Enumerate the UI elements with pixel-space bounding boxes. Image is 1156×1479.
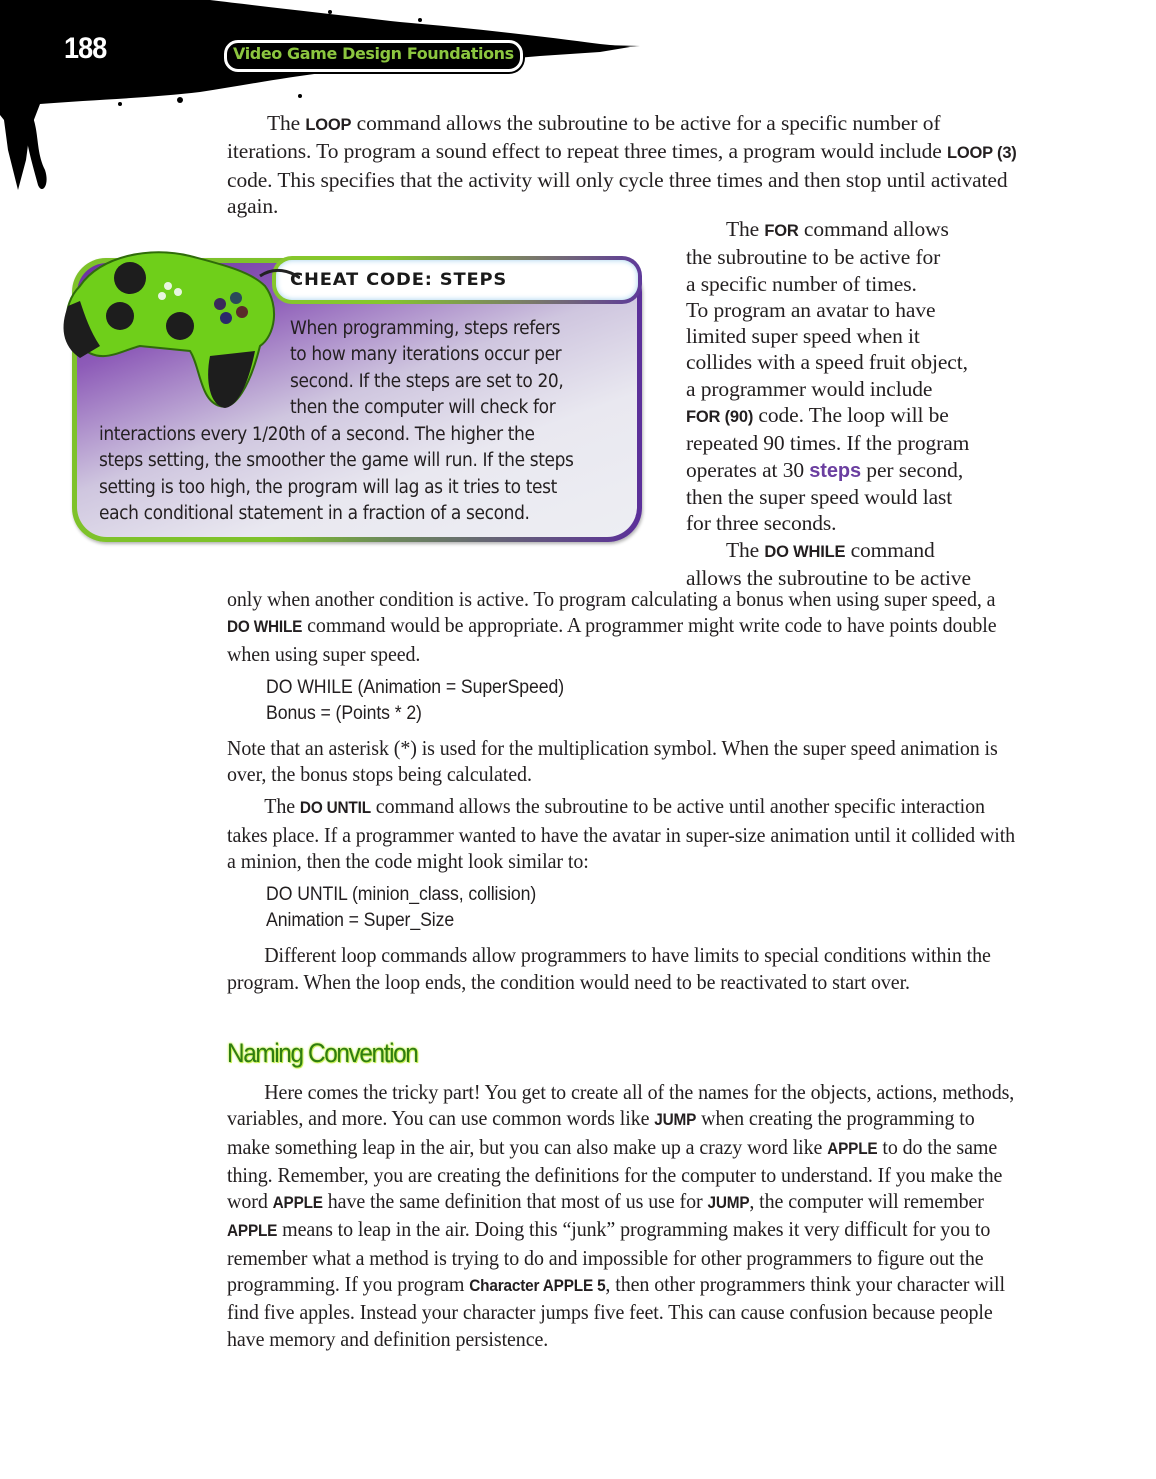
- text: , then other programmers think your character will find five apples. Instead your character jumps five feet. This can cause confusion because people have memory and definition persistence.: [227, 1272, 1005, 1351]
- text: a specific number of times.: [686, 271, 917, 296]
- text: have the same definition that most of us use for: [322, 1189, 708, 1214]
- keyword-for: FOR: [764, 222, 799, 240]
- cheat-code-body-top: [290, 316, 621, 422]
- keyword-do-while: DO WHILE: [764, 542, 846, 561]
- main-text-flow: [227, 586, 1022, 995]
- cheat-line: to how many iterations occur per: [290, 344, 562, 366]
- text: command allows the subroutine to be active until another specific interaction takes place. If a programmer wanted to have the avatar in super-size animation until it collided with a minion, then the code might look similar to:: [227, 794, 1016, 874]
- text: command allows: [803, 217, 949, 241]
- text: repeated 90 times. If the program: [686, 431, 970, 456]
- text: The: [264, 794, 300, 819]
- keyword-do-until: DO UNTIL: [299, 799, 371, 818]
- text: when creating the programming to make something leap in the air, but you can also make up a crazy word like: [227, 1106, 975, 1159]
- cheat-line: When programming, steps refers: [290, 318, 561, 339]
- text: command: [845, 537, 935, 562]
- game-controller-icon: [60, 246, 300, 416]
- text: To program an avatar to have: [686, 297, 936, 322]
- glossary-term-steps[interactable]: steps: [809, 459, 862, 482]
- text: The: [726, 217, 765, 241]
- text: command allows the subroutine to be active for a specific number of iterations. To program a sound effect to repeat three times, a program would include: [227, 111, 947, 164]
- text: per second,: [861, 457, 964, 482]
- do-until-paragraph: [227, 793, 1022, 874]
- text: command would be appropriate. A programmer might write code to have points double when using super speed.: [227, 613, 997, 666]
- cheat-line: steps setting, the smoother the game will run. If the steps: [99, 450, 574, 472]
- code-line: Animation = Super_Size: [266, 910, 455, 932]
- keyword-character-apple-5: Character APPLE 5: [469, 1277, 606, 1296]
- text: a programmer would include: [686, 376, 933, 401]
- text: Here comes the tricky part! You get to create all of the names for the objects, actions, methods, variables, and more. You can use common words like: [227, 1080, 1015, 1131]
- cheat-line: second. If the steps are set to 20,: [290, 370, 564, 392]
- code-block-do-until: [227, 882, 1022, 934]
- keyword-for-90: FOR (90): [686, 408, 754, 427]
- do-while-continuation: [227, 586, 1022, 667]
- code-line: DO WHILE (Animation = SuperSpeed): [266, 676, 565, 698]
- cheat-code-body-bottom: [99, 422, 633, 528]
- keyword-do-while: DO WHILE: [227, 618, 303, 637]
- text: limited super speed when it: [686, 324, 920, 349]
- text: means to leap in the air. Doing this “junk” programming makes it very difficult for you to remember what a method is trying to do and impossible for other programmers to figure out the programming. If you program: [227, 1217, 991, 1297]
- cheat-line: then the computer will check for: [290, 397, 556, 419]
- text: , the computer will remember: [749, 1189, 984, 1214]
- text: The: [726, 537, 765, 562]
- text: The: [267, 111, 306, 135]
- cheat-code-title: CHEAT CODE: STEPS: [290, 270, 508, 290]
- keyword-apple: APPLE: [227, 1222, 278, 1241]
- text: for three seconds.: [686, 511, 837, 536]
- text: operates at 30: [686, 457, 810, 482]
- text: allows the subroutine to be active: [686, 565, 971, 590]
- keyword-jump: JUMP: [707, 1194, 750, 1213]
- cheat-line: setting is too high, the program will lag as it tries to test: [99, 476, 557, 498]
- keyword-apple: APPLE: [272, 1194, 323, 1213]
- section-heading-naming-convention: Naming Convention: [227, 1038, 418, 1068]
- asterisk-note: Note that an asterisk (*) is used for the multiplication symbol. When the super speed animation is over, the bonus stops being calculated.: [227, 735, 998, 787]
- code-line: Bonus = (Points * 2): [266, 702, 422, 724]
- text: code. The loop will be: [753, 403, 949, 428]
- keyword-jump: JUMP: [654, 1111, 697, 1130]
- cheat-code-title-tab: [272, 256, 642, 304]
- text: then the super speed would last: [686, 484, 953, 509]
- text: collides with a speed fruit object,: [686, 350, 968, 375]
- page-number: 188: [64, 32, 107, 65]
- text: only when another condition is active. To program calculating a bonus when using super speed, a: [227, 587, 996, 611]
- text: the subroutine to be active for: [686, 245, 941, 270]
- keyword-loop: LOOP: [305, 116, 352, 134]
- keyword-apple: APPLE: [827, 1139, 878, 1158]
- text: to do the same thing. Remember, you are creating the definitions for the computer to understand. If you make the word: [227, 1134, 1003, 1214]
- code-block-do-while: [227, 675, 1022, 727]
- cheat-line: each conditional statement in a fraction of a second.: [99, 503, 530, 525]
- loop-paragraph: [227, 110, 1027, 219]
- cheat-line: interactions every 1/20th of a second. The higher the: [99, 424, 535, 445]
- loop-summary-paragraph: Different loop commands allow programmers to have limits to special conditions within the program. When the loop ends, the condition would need to be reactivated to start over.: [227, 943, 991, 994]
- naming-paragraph: [227, 1079, 1022, 1352]
- keyword-loop-3: LOOP (3): [946, 144, 1017, 163]
- text: code. This specifies that the activity will only cycle three times and then stop until activated again.: [227, 167, 1008, 218]
- book-title-badge: Video Game Design Foundations: [224, 40, 523, 72]
- code-line: DO UNTIL (minion_class, collision): [266, 884, 537, 906]
- for-paragraph: [686, 216, 1031, 591]
